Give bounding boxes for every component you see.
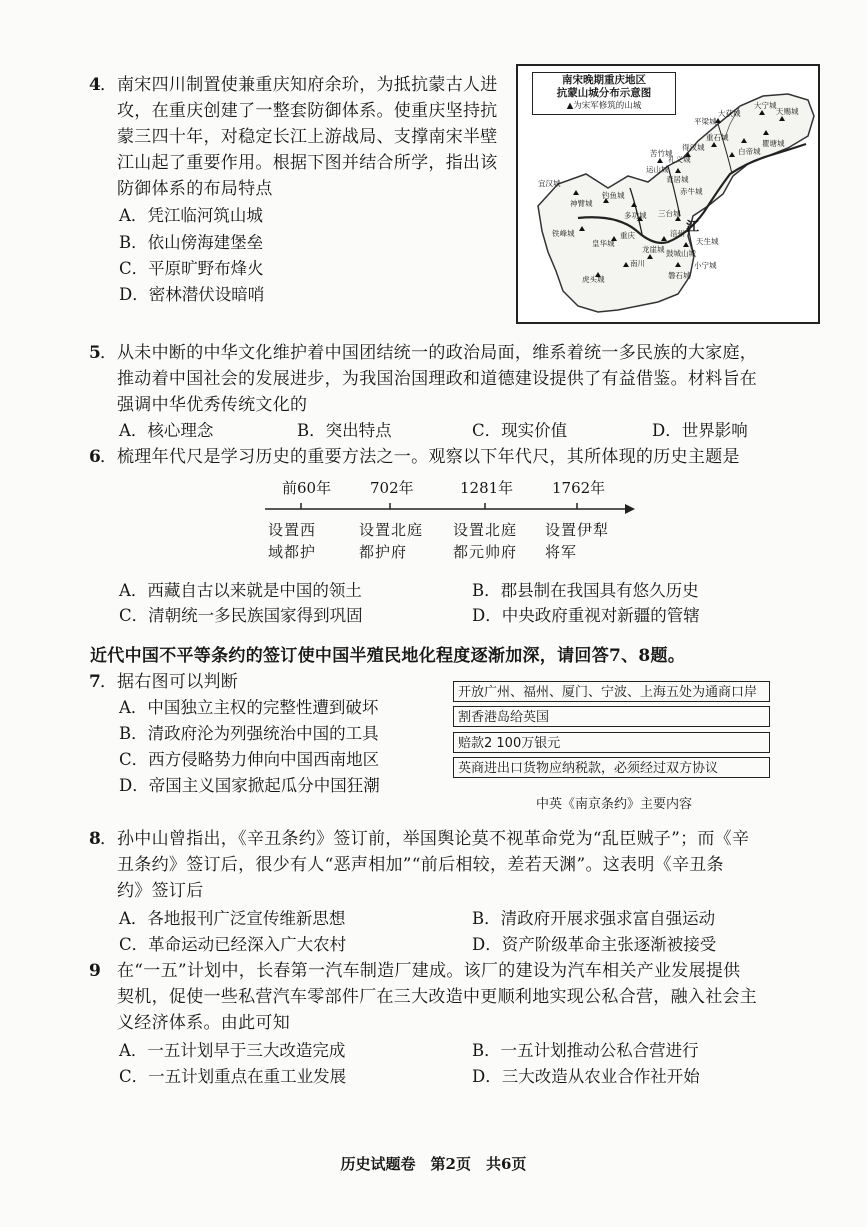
treaty-item: 赔款2 100万银元: [453, 732, 770, 753]
option-a[interactable]: A．中国独立主权的完整性遭到破坏: [119, 698, 379, 717]
map-city-label: 重庆: [620, 231, 635, 240]
timeline-year: 1281年: [460, 479, 514, 497]
defense-map: [516, 64, 820, 324]
map-city-label: 青居城: [666, 175, 689, 184]
map-city-label: 龙崖城: [642, 245, 665, 254]
map-city-label: 大宁城: [754, 101, 777, 110]
option-a[interactable]: A．各地报刊广泛宣传维新思想: [119, 909, 346, 928]
treaty-item: 割香港岛给英国: [453, 706, 770, 727]
timeline-event: 设置北庭 都护府: [359, 521, 424, 561]
option-c[interactable]: C．一五计划重点在重工业发展: [119, 1067, 347, 1086]
map-city-label: 苦竹城: [650, 149, 673, 158]
stem-line: 孙中山曾指出，《辛丑条约》签订前，举国舆论莫不视革命党为“乱臣贼子”；而《辛: [117, 829, 750, 849]
stem-line: 从未中断的中华文化维护着中国团结统一的政治局面，维系着统一多民族的大家庭，: [117, 343, 758, 363]
option-d[interactable]: D．中央政府重视对新疆的管辖: [472, 606, 700, 625]
map-city-label: 平梁城: [694, 117, 717, 126]
timeline-event: 设置北庭 都元帅府: [453, 521, 518, 561]
page-footer: 历史试题卷 第2页 共6页: [340, 1155, 527, 1173]
stem-line: 契机，促使一些私营汽车零部件厂在三大改造中更顺利地实现公私合营，融入社会主: [117, 987, 758, 1007]
question-number: 5: [89, 343, 102, 363]
map-city-label: 瞿塘城: [762, 139, 785, 148]
timeline-event: 设置伊犁 将军: [545, 521, 610, 561]
map-city-label: 南川: [630, 259, 645, 268]
timeline-axis: [265, 500, 637, 518]
option-d[interactable]: D．帝国主义国家掀起瓜分中国狂潮: [119, 776, 380, 795]
question-number: 4: [89, 75, 102, 95]
option-b[interactable]: B．一五计划推动公私合营进行: [472, 1041, 699, 1060]
map-city-label: 天赐城: [776, 107, 799, 116]
map-city-label: 皇华城: [592, 239, 615, 248]
map-city-label: 铁峰城: [552, 229, 575, 238]
map-city-label: 钓鱼城: [602, 191, 625, 200]
option-b[interactable]: B．清政府开展求强求富自强运动: [472, 909, 716, 928]
map-city-label: 赤牛城: [680, 187, 703, 196]
stem-line: 在“一五”计划中，长春第一汽车制造厂建成。该厂的建设为汽车相关产业发展提供: [117, 961, 741, 981]
treaty-item: 英商进出口货物应纳税款，必须经过双方协议: [453, 757, 770, 778]
map-city-label: 礼义城: [668, 155, 691, 164]
map-title: 南宋晚期重庆地区 抗蒙山城分布示意图 ▲为宋军修筑的山城: [532, 72, 676, 115]
option-a[interactable]: A．一五计划早于三大改造完成: [119, 1041, 346, 1060]
map-city-label: 小宁城: [694, 261, 717, 270]
stem-line: 约》签订后: [117, 881, 204, 901]
stem-line: 攻，在重庆创建了一整套防御体系。使重庆坚持抗: [117, 101, 498, 121]
map-legend: ▲为宋军修筑的山城: [566, 101, 642, 111]
stem-line: 义经济体系。由此可知: [117, 1013, 290, 1033]
map-city-label: 虎头城: [582, 275, 605, 284]
option-d[interactable]: D．三大改造从农业合作社开始: [472, 1067, 700, 1086]
timeline-event: 设置西 域都护: [268, 521, 317, 561]
stem-line: 强调中华优秀传统文化的: [117, 395, 308, 415]
map-city-label: 大获城: [718, 109, 741, 118]
map-city-label: 多功城: [624, 211, 647, 220]
map-city-label: 天生城: [696, 237, 719, 246]
option-c[interactable]: C．西方侵略势力伸向中国西南地区: [119, 750, 380, 769]
option-a[interactable]: A．西藏自古以来就是中国的领土: [119, 581, 362, 600]
question-number: 6: [89, 447, 102, 467]
stem-line: 据右图可以判断: [117, 672, 239, 692]
map-city-label: 涪州: [670, 229, 685, 238]
option-b[interactable]: B．突出特点: [297, 421, 392, 440]
option-c[interactable]: C．平原旷野布烽火: [119, 259, 264, 278]
map-city-label: 运山城: [646, 165, 669, 174]
map-city-label: 得汉城: [682, 143, 705, 152]
section-intro: 近代中国不平等条约的签订使中国半殖民地化程度逐渐加深，请回答7、8题。: [90, 646, 686, 666]
option-b[interactable]: B．清政府沦为列强统治中国的工具: [119, 724, 379, 743]
stem-line: 防御体系的布局特点: [117, 179, 273, 199]
option-d[interactable]: D．密林潜伏设暗哨: [119, 285, 265, 304]
treaty-item: 开放广州、福州、厦门、宁波、上海五处为通商口岸: [453, 681, 770, 702]
treaty-caption: 中英《南京条约》主要内容: [536, 797, 693, 812]
question-number: 7: [89, 672, 102, 692]
option-c[interactable]: C．革命运动已经深入广大农村: [119, 935, 347, 954]
option-b[interactable]: B．郡县制在我国具有悠久历史: [472, 581, 699, 600]
option-a[interactable]: A．凭江临河筑山城: [119, 206, 263, 225]
map-city-label: 神臂城: [570, 199, 593, 208]
map-city-label: 重石城: [706, 133, 729, 142]
question-number: 9: [89, 961, 102, 981]
stem-line: 南宋四川制置使兼重庆知府余玠，为抵抗蒙古人进: [117, 75, 498, 95]
stem-line: 蒙三四十年，对稳定长江上游战局、支撑南宋半壁: [117, 127, 498, 147]
option-d[interactable]: D．世界影响: [652, 421, 748, 440]
option-b[interactable]: B．依山傍海建堡垒: [119, 233, 264, 252]
stem-line: 丑条约》签订后，很少有人“恶声相加”“前后相较，差若天渊”。这表明《辛丑条: [117, 855, 724, 875]
option-a[interactable]: A．核心理念: [119, 421, 214, 440]
map-city-label: 白帝城: [738, 147, 761, 156]
question-number: 8: [89, 829, 102, 849]
map-city-label: 三台城: [658, 209, 681, 218]
map-city-label: 宜汉城: [538, 179, 561, 188]
stem-line: 推动着中国社会的发展进步，为我国治国理政和道德建设提供了有益借鉴。材料旨在: [117, 369, 758, 389]
stem-line: 梳理年代尺是学习历史的重要方法之一。观察以下年代尺，其所体现的历史主题是: [117, 447, 740, 467]
stem-line: 江山起了重要作用。根据下图并结合所学，指出该: [117, 153, 498, 173]
timeline-year: 702年: [370, 479, 414, 497]
option-c[interactable]: C．现实价值: [472, 421, 568, 440]
river-label: 江: [686, 220, 700, 235]
map-city-label: 鼓城山城: [666, 249, 696, 258]
timeline-year: 1762年: [552, 479, 606, 497]
option-c[interactable]: C．清朝统一多民族国家得到巩固: [119, 606, 363, 625]
option-d[interactable]: D．资产阶级革命主张逐渐被接受: [472, 935, 717, 954]
timeline-year: 前60年: [282, 479, 332, 497]
map-city-label: 磐石城: [668, 271, 691, 280]
